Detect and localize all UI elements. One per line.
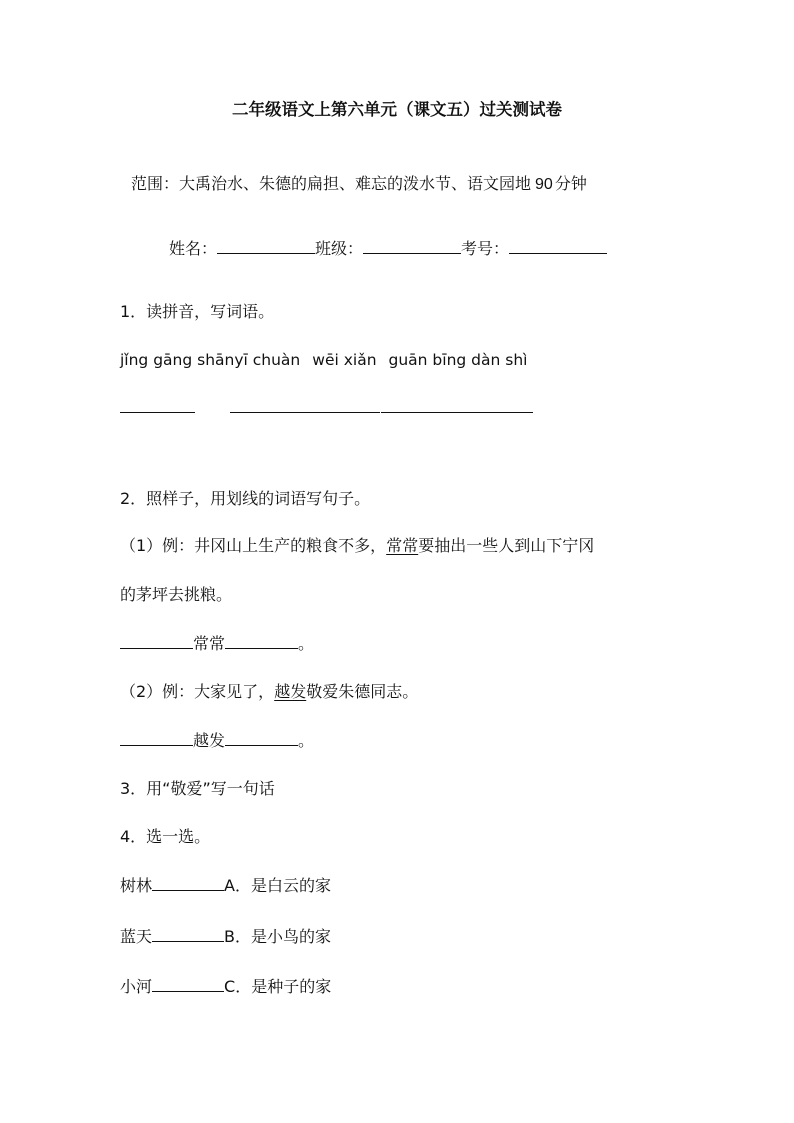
scope-time: 90 [535, 176, 553, 193]
example-1-line-2: 的茅坪去挑粮。 [120, 585, 233, 604]
scope-label: 范围：大禹治水、朱德的扁担、难忘的泼水节、语文园地 [131, 174, 532, 193]
class-field[interactable] [363, 239, 461, 254]
number-field[interactable] [509, 239, 607, 254]
page-title: 二年级语文上第六单元（课文五）过关测试卷 [232, 100, 562, 119]
answer-end: 。 [298, 731, 315, 750]
class-label: 班级： [315, 239, 364, 258]
choice-row [120, 876, 331, 896]
pinyin-row [120, 350, 527, 370]
number-label: 考号： [461, 239, 510, 258]
choice-left: 小河 [120, 977, 153, 996]
choice-right: A．是白云的家 [224, 876, 331, 895]
answer-blank[interactable] [381, 398, 533, 413]
underlined-word: 常常 [386, 536, 419, 555]
student-info-row [169, 239, 607, 259]
example-1-line-1 [120, 536, 594, 556]
answer-word: 常常 [193, 634, 226, 653]
choice-row [120, 977, 331, 997]
choice-right: C．是种子的家 [224, 977, 332, 996]
pinyin-item: jǐng gāng shān [120, 351, 235, 369]
choice-row [120, 927, 331, 947]
question-3-title: 3．用“敬爱”写一句话 [120, 779, 275, 798]
underlined-word: 越发 [274, 682, 307, 701]
name-label: 姓名： [169, 239, 218, 258]
choice-right: B．是小鸟的家 [224, 927, 331, 946]
answer-blank[interactable] [152, 876, 224, 891]
answer-blank[interactable] [225, 731, 298, 746]
answer-blank[interactable] [152, 927, 224, 942]
scope-unit: 分钟 [554, 174, 587, 193]
question-1-title: 1．读拼音，写词语。 [120, 302, 275, 321]
answer-1-row [120, 634, 314, 654]
example-2 [120, 682, 418, 702]
exam-scope [131, 174, 587, 195]
answer-end: 。 [298, 634, 315, 653]
pinyin-item: yī chuàn [234, 351, 301, 369]
pinyin-item: guān bīng dàn shì [388, 351, 528, 369]
answer-blank[interactable] [230, 398, 380, 413]
example-text: 敬爱朱德同志。 [306, 682, 419, 701]
answer-blank[interactable] [152, 977, 224, 992]
example-text: 要抽出一些人到山下宁冈 [418, 536, 595, 555]
choice-left: 蓝天 [120, 927, 153, 946]
answer-lines-row [120, 398, 533, 418]
question-2-title: 2．照样子，用划线的词语写句子。 [120, 489, 371, 508]
example-text: （1）例：井冈山上生产的粮食不多， [120, 536, 387, 555]
answer-word: 越发 [193, 731, 226, 750]
pinyin-item: wēi xiǎn [312, 351, 377, 369]
question-4-title: 4．选一选。 [120, 827, 211, 846]
example-text: （2）例：大家见了， [120, 682, 275, 701]
name-field[interactable] [217, 239, 315, 254]
answer-blank[interactable] [120, 731, 193, 746]
answer-blank[interactable] [120, 634, 193, 649]
answer-blank[interactable] [225, 634, 298, 649]
answer-blank[interactable] [120, 398, 195, 413]
answer-2-row [120, 731, 314, 751]
choice-left: 树林 [120, 876, 153, 895]
